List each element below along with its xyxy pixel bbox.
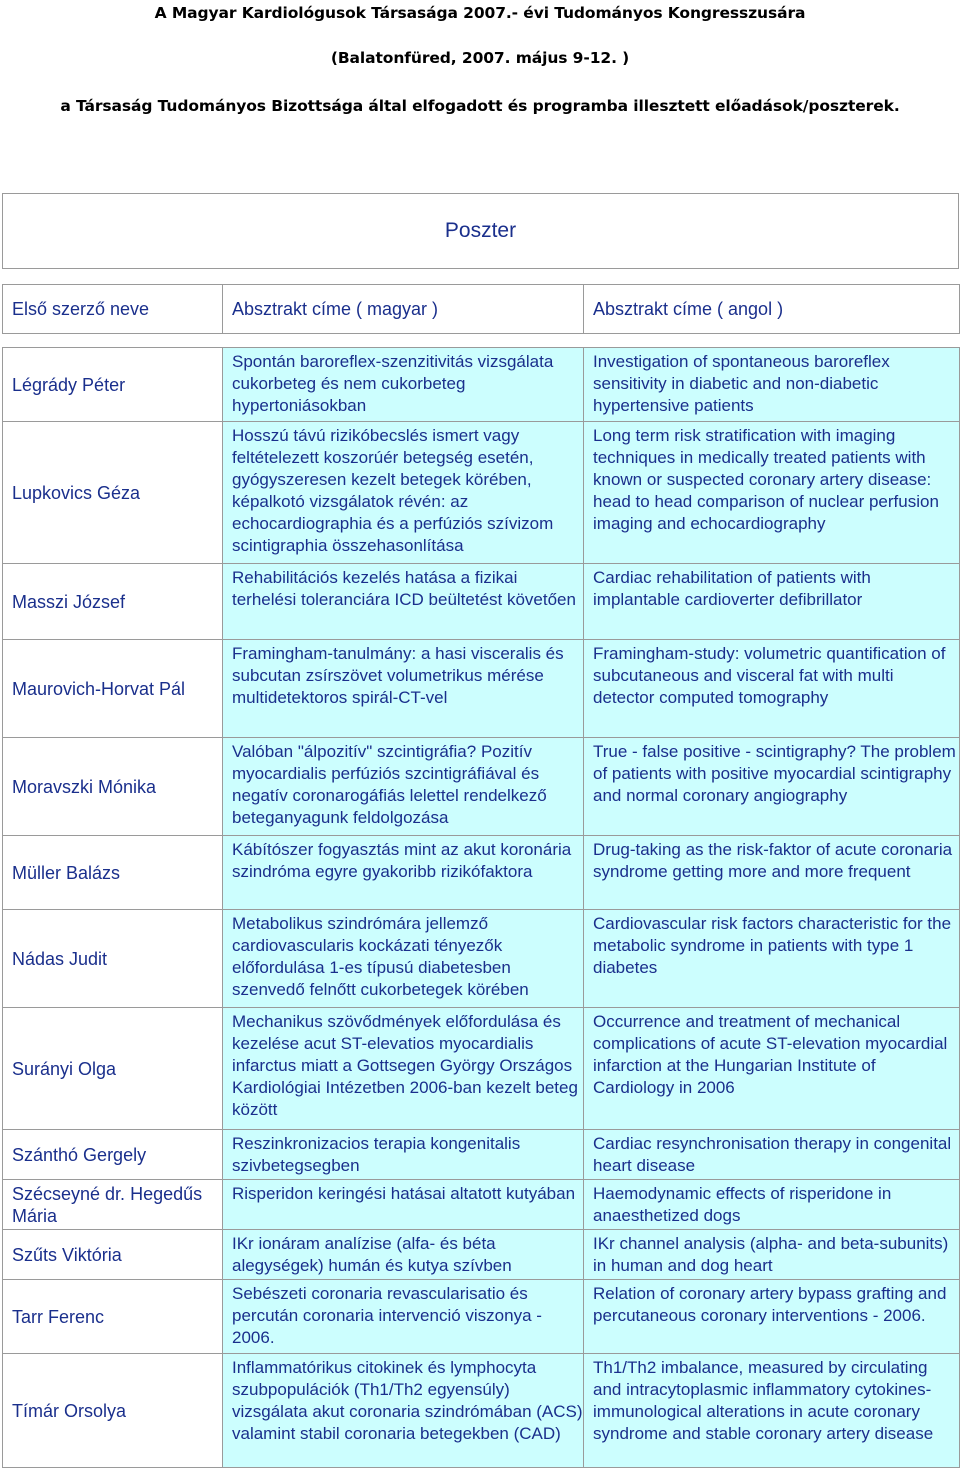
author-name: Szécseyné dr. Hegedűs Mária [3,1180,223,1230]
author-name: Nádas Judit [3,910,223,1008]
table-row [3,1280,960,1354]
abstract-title-en: True - false positive - scintigraphy? The problem of patients with positive myocardial scintigraphy and normal coronary angiography [584,738,960,836]
abstract-title-en: Cardiac rehabilitation of patients with implantable cardioverter defibrillator [584,564,960,640]
author-name: Szűts Viktória [3,1230,223,1280]
abstract-title-en: Th1/Th2 imbalance, measured by circulating and intracytoplasmic inflammatory cytokines- immunological alterations in acute coronary syndrome and stable coronary artery disease [584,1354,960,1468]
abstract-title-en: IKr channel analysis (alpha- and beta-subunits) in human and dog heart [584,1230,960,1280]
poster-table-body [3,348,960,1468]
abstract-title-en: Occurrence and treatment of mechanical complications of acute ST-elevation myocardial infarction at the Hungarian Institute of Cardiology in 2006 [584,1008,960,1130]
abstract-title-hu: Rehabilitációs kezelés hatása a fizikai terhelési toleranciára ICD beültetést követően [223,564,584,640]
abstract-title-hu: Risperidon keringési hatásai altatott kutyában [223,1180,584,1230]
author-name: Tímár Orsolya [3,1354,223,1468]
table-row [3,348,960,422]
table-row [3,422,960,564]
abstract-title-hu: Reszinkronizacios terapia kongenitalis szivbetegsegben [223,1130,584,1180]
header-line-1: A Magyar Kardiológusok Társasága 2007.- évi Tudományos Kongresszusára [154,4,806,22]
abstract-title-en: Cardiovascular risk factors characteristic for the metabolic syndrome in patients with type 1 diabetes [584,910,960,1008]
abstract-title-hu: Mechanikus szövődmények előfordulása és kezelése acut ST-elevatios myocardialis infarctus miatt a Gottsegen György Országos Kardiológiai Intézetben 2006-ban kezelt beteg között [223,1008,584,1130]
abstract-title-hu: Kábítószer fogyasztás mint az akut koronária szindróma egyre gyakoribb rizikófaktora [223,836,584,910]
header-line-2: (Balatonfüred, 2007. május 9-12. ) [330,49,630,67]
abstract-title-hu: Inflammatórikus citokinek és lymphocyta szubpopulációk (Th1/Th2 egyensúly) vizsgálata akut coronaria szindrómában (ACS) valamint stabil coronaria betegekben (CAD) [223,1354,584,1468]
abstract-title-en: Framingham-study: volumetric quantification of subcutaneous and visceral fat with multi detector computed tomography [584,640,960,738]
abstract-title-en: Investigation of spontaneous baroreflex sensitivity in diabetic and non-diabetic hypertensive patients [584,348,960,422]
abstract-title-en: Drug-taking as the risk-faktor of acute coronaria syndrome getting more and more frequent [584,836,960,910]
author-name: Lupkovics Géza [3,422,223,564]
table-row [3,1130,960,1180]
abstract-title-hu: Valóban "álpozitív" szcintigráfia? Pozitív myocardialis perfúziós szcintigráfiával és negatív coronarogáfiás lelettel rendelkező beteganyagunk feldolgozása [223,738,584,836]
abstract-title-hu: Sebészeti coronaria revascularisatio és percután coronaria intervenció viszonya - 2006. [223,1280,584,1354]
abstract-title-en: Haemodynamic effects of risperidone in anaesthetized dogs [584,1180,960,1230]
author-name: Surányi Olga [3,1008,223,1130]
abstract-title-hu: Framingham-tanulmány: a hasi visceralis és subcutan zsírszövet volumetrikus mérése multidetektoros spirál-CT-vel [223,640,584,738]
author-name: Masszi József [3,564,223,640]
abstract-title-en: Cardiac resynchronisation therapy in congenital heart disease [584,1130,960,1180]
abstract-title-hu: Spontán baroreflex-szenzitivitás vizsgálata cukorbeteg és nem cukorbeteg hypertoniásokban [223,348,584,422]
section-title: Poszter [3,194,959,269]
table-row [3,910,960,1008]
table-row [3,564,960,640]
column-header-title-en: Absztrakt címe ( angol ) [584,285,960,334]
author-name: Szánthó Gergely [3,1130,223,1180]
abstract-title-hu: Metabolikus szindrómára jellemző cardiovascularis kockázati tényezők előfordulása 1-es típusú diabetesben szenvedő felnőtt cukorbetegek körében [223,910,584,1008]
author-name: Maurovich-Horvat Pál [3,640,223,738]
column-header-author: Első szerző neve [3,285,223,334]
table-row [3,1230,960,1280]
author-name: Moravszki Mónika [3,738,223,836]
column-header-table [2,284,960,334]
table-row [3,738,960,836]
table-row [3,1008,960,1130]
section-title-table [2,193,959,269]
abstract-title-en: Relation of coronary artery bypass grafting and percutaneous coronary interventions - 2006. [584,1280,960,1354]
header-line-3: a Társaság Tudományos Bizottsága által elfogadott és programba illesztett előadások/poszterek. [60,97,900,115]
author-name: Müller Balázs [3,836,223,910]
table-row [3,1354,960,1468]
abstract-title-hu: IKr ionáram analízise (alfa- és béta alegységek) humán és kutya szívben [223,1230,584,1280]
table-row [3,640,960,738]
author-name: Légrády Péter [3,348,223,422]
table-row [3,1180,960,1230]
abstract-title-hu: Hosszú távú rizikóbecslés ismert vagy feltételezett koszorúér betegség esetén, gyógyszeresen kezelt betegek körében, képalkotó vizsgálatok révén: az echocardiographia és a perfúziós szívizom scintigraphia összehasonlítása [223,422,584,564]
table-row [3,836,960,910]
column-header-title-hu: Absztrakt címe ( magyar ) [223,285,584,334]
author-name: Tarr Ferenc [3,1280,223,1354]
poster-table [2,347,960,1468]
abstract-title-en: Long term risk stratification with imaging techniques in medically treated patients with known or suspected coronary artery disease: head to head comparison of nuclear perfusion imaging and echocardiography [584,422,960,564]
